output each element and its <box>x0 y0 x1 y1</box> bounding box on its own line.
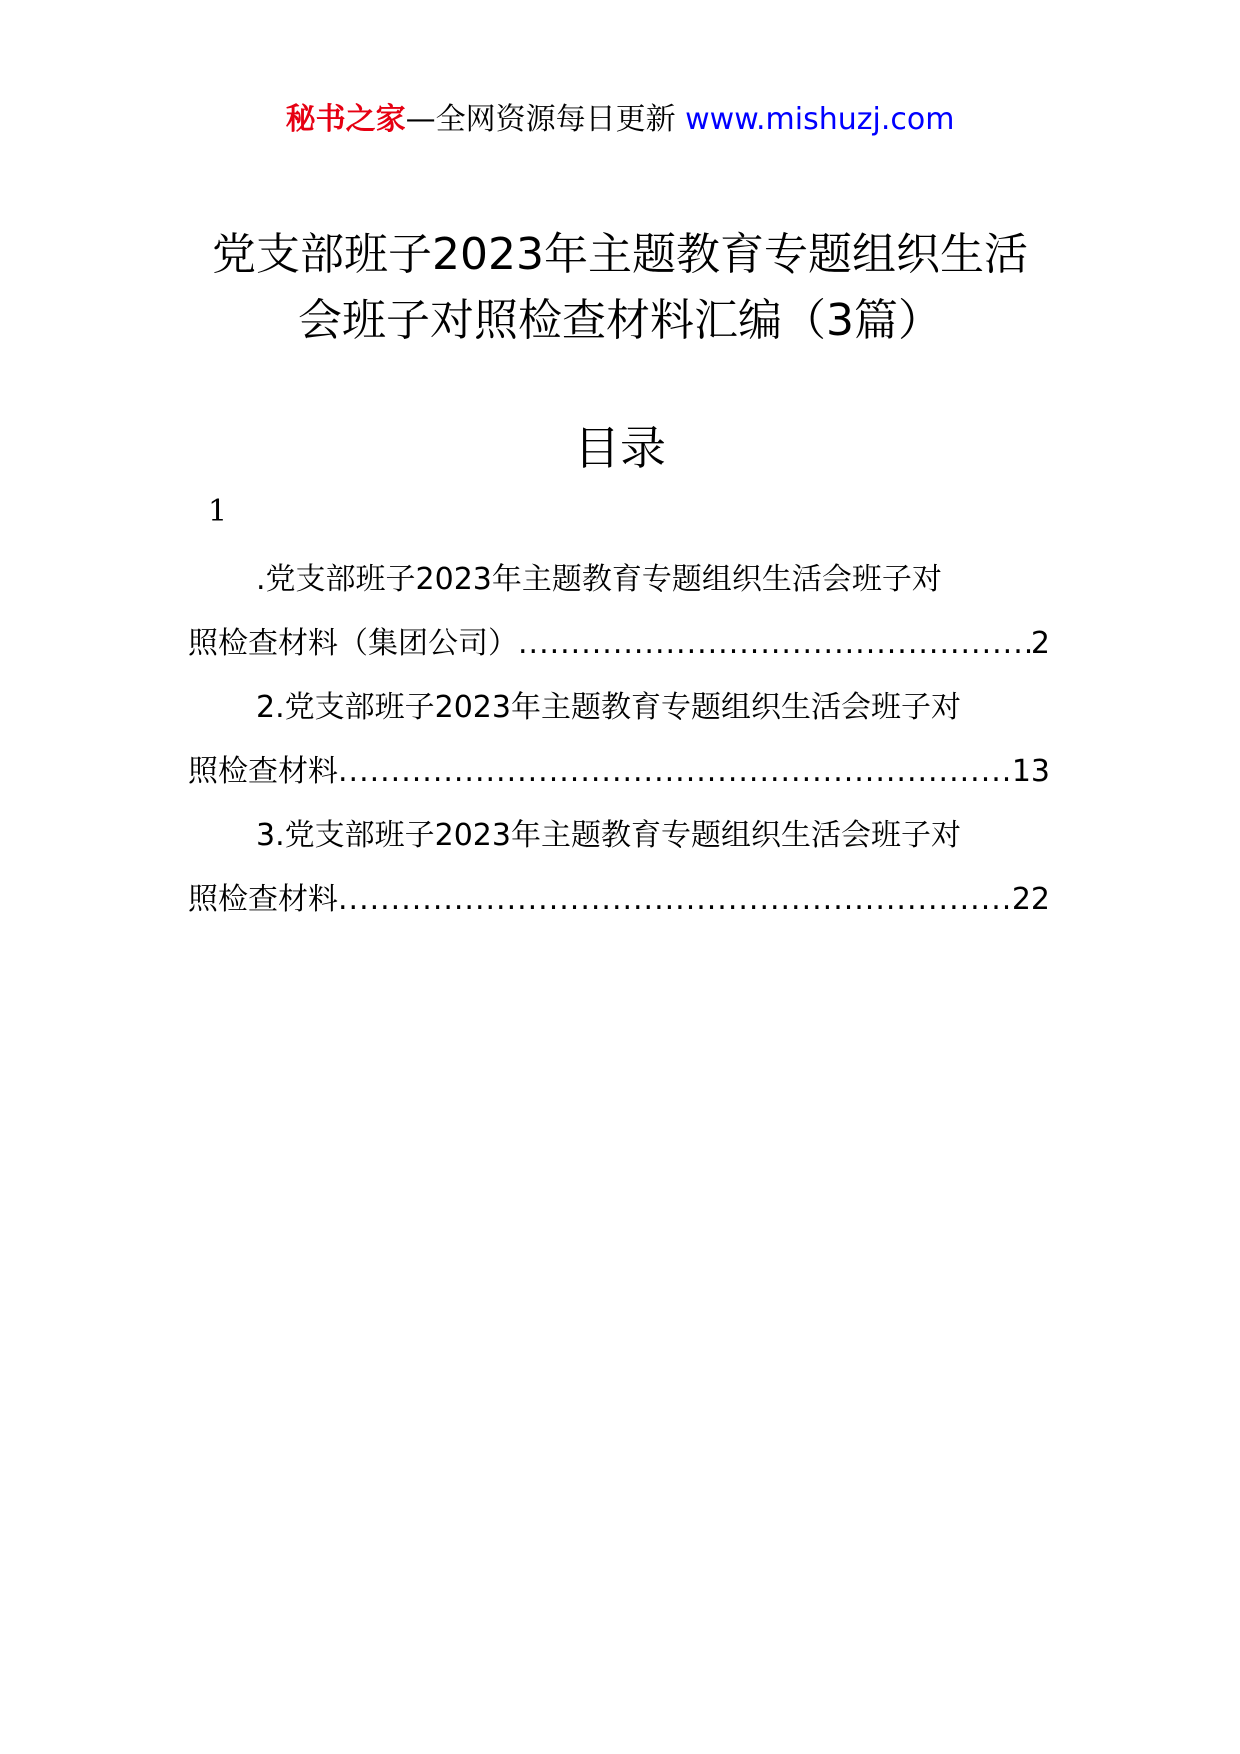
toc-entry-3[interactable] <box>188 804 1050 932</box>
document-title <box>150 222 1090 354</box>
toc-entry-2[interactable] <box>188 676 1050 804</box>
toc-dot-leader <box>518 612 1031 676</box>
toc-entry-second-line <box>188 740 1050 804</box>
toc-entry-title-line-2: 照检查材料 <box>188 882 338 917</box>
document-title-line-2: 会班子对照检查材料汇编（3篇） <box>298 295 942 346</box>
toc-entry-title-line-1: 3.党支部班子2023年主题教育专题组织生活会班子对 <box>256 818 961 853</box>
site-header <box>0 100 1240 140</box>
toc-heading: 目录 <box>574 421 666 475</box>
toc-entry-title-line-2: 照检查材料 <box>188 754 338 789</box>
toc-page-number: 13 <box>1011 754 1050 789</box>
toc-entry-title-line-1: 2.党支部班子2023年主题教育专题组织生活会班子对 <box>256 690 961 725</box>
toc-stray-number: 1 <box>208 494 228 529</box>
site-slogan: —全网资源每日更新 <box>405 102 676 137</box>
toc-dot-leader <box>338 868 1012 932</box>
toc-entry-second-line <box>188 612 1050 676</box>
toc-dot-leader <box>338 740 1012 804</box>
toc-page-number: 22 <box>1011 882 1050 917</box>
toc-entry-title-line-1: .党支部班子2023年主题教育专题组织生活会班子对 <box>256 562 942 597</box>
site-url-link[interactable]: www.mishuzj.com <box>685 102 955 137</box>
toc-entry-second-line <box>188 868 1050 932</box>
site-brand: 秘书之家 <box>285 102 406 137</box>
toc-entry-title-line-2: 照检查材料（集团公司） <box>188 626 518 661</box>
table-of-contents <box>188 548 1050 932</box>
toc-entry-1[interactable] <box>188 548 1050 676</box>
toc-page-number: 2 <box>1030 626 1050 661</box>
document-title-line-1: 党支部班子2023年主题教育专题组织生活 <box>212 229 1028 280</box>
